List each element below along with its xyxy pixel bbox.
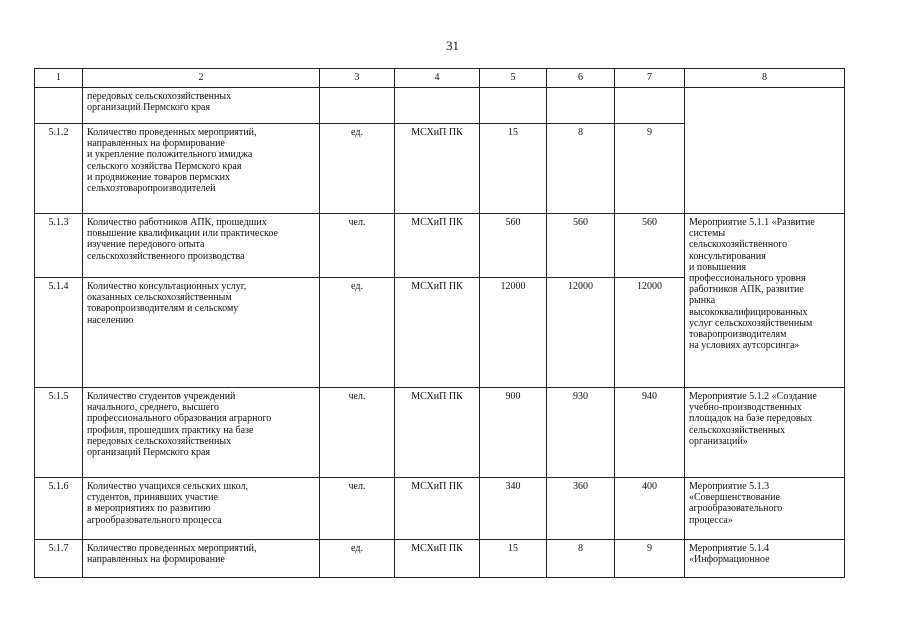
row-number: 5.1.4 bbox=[35, 278, 83, 388]
responsible-cell: МСХиП ПК bbox=[395, 540, 480, 578]
value-cell: 12000 bbox=[480, 278, 547, 388]
responsible-cell: МСХиП ПК bbox=[395, 214, 480, 278]
responsible-cell bbox=[395, 88, 480, 124]
value-cell: 15 bbox=[480, 124, 547, 214]
value-cell: 940 bbox=[615, 388, 685, 478]
value-cell: 8 bbox=[547, 124, 615, 214]
value-cell: 560 bbox=[615, 214, 685, 278]
column-header: 2 bbox=[83, 69, 320, 88]
table-row bbox=[35, 388, 845, 478]
value-cell bbox=[547, 88, 615, 124]
table-row bbox=[35, 478, 845, 540]
responsible-cell: МСХиП ПК bbox=[395, 478, 480, 540]
value-cell: 560 bbox=[480, 214, 547, 278]
column-header: 5 bbox=[480, 69, 547, 88]
indicator-name: Количество консультационных услуг, оказанных сельскохозяйственным товаропроизводителям и сельскому населению bbox=[83, 278, 320, 388]
table-row bbox=[35, 88, 845, 124]
value-cell: 400 bbox=[615, 478, 685, 540]
activity-cell: Мероприятие 5.1.1 «Развитие системы сельскохозяйственного консультирования и повышения профессионального уровня работников АПК, развитие рынка высококвалифицированных услуг сельскохозяйственным товаропроизводителям на условиях аутсорсинга» bbox=[685, 214, 845, 388]
value-cell bbox=[615, 88, 685, 124]
value-cell: 930 bbox=[547, 388, 615, 478]
activity-cell: Мероприятие 5.1.2 «Создание учебно-производственных площадок на базе передовых сельскохозяйственных организаций» bbox=[685, 388, 845, 478]
row-number bbox=[35, 88, 83, 124]
table-header-row bbox=[35, 69, 845, 88]
unit-cell: чел. bbox=[320, 214, 395, 278]
responsible-cell: МСХиП ПК bbox=[395, 124, 480, 214]
page-number: 31 bbox=[446, 38, 459, 53]
column-header: 3 bbox=[320, 69, 395, 88]
row-number: 5.1.5 bbox=[35, 388, 83, 478]
column-header: 6 bbox=[547, 69, 615, 88]
table-row bbox=[35, 540, 845, 578]
column-header: 1 bbox=[35, 69, 83, 88]
activity-cell bbox=[685, 88, 845, 214]
unit-cell: чел. bbox=[320, 388, 395, 478]
unit-cell: чел. bbox=[320, 478, 395, 540]
indicator-name: Количество студентов учреждений начального, среднего, высшего профессионального образования аграрного профиля, прошедших практику на базе передовых сельскохозяйственных организаций Пермского края bbox=[83, 388, 320, 478]
row-number: 5.1.6 bbox=[35, 478, 83, 540]
activity-cell: Мероприятие 5.1.3 «Совершенствование агрообразовательного процесса» bbox=[685, 478, 845, 540]
value-cell: 12000 bbox=[547, 278, 615, 388]
column-header: 7 bbox=[615, 69, 685, 88]
indicator-name: Количество учащихся сельских школ, студентов, принявших участие в мероприятиях по развитию агрообразовательного процесса bbox=[83, 478, 320, 540]
unit-cell: ед. bbox=[320, 540, 395, 578]
row-number: 5.1.7 bbox=[35, 540, 83, 578]
value-cell: 8 bbox=[547, 540, 615, 578]
row-number: 5.1.2 bbox=[35, 124, 83, 214]
responsible-cell: МСХиП ПК bbox=[395, 278, 480, 388]
value-cell: 900 bbox=[480, 388, 547, 478]
indicator-name: Количество работников АПК, прошедших повышение квалификации или практическое изучение передового опыта сельскохозяйственного производства bbox=[83, 214, 320, 278]
indicator-name: передовых сельскохозяйственных организаций Пермского края bbox=[83, 88, 320, 124]
unit-cell bbox=[320, 88, 395, 124]
table-row bbox=[35, 214, 845, 278]
column-header: 4 bbox=[395, 69, 480, 88]
indicator-name: Количество проведенных мероприятий, направленных на формирование bbox=[83, 540, 320, 578]
indicators-table bbox=[34, 68, 845, 578]
row-number: 5.1.3 bbox=[35, 214, 83, 278]
activity-cell: Мероприятие 5.1.4 «Информационное bbox=[685, 540, 845, 578]
indicator-name: Количество проведенных мероприятий, направленных на формирование и укрепление положительного имиджа сельского хозяйства Пермского края и продвижение товаров пермских сельхозтоваропроизводителей bbox=[83, 124, 320, 214]
value-cell: 360 bbox=[547, 478, 615, 540]
value-cell: 15 bbox=[480, 540, 547, 578]
value-cell: 9 bbox=[615, 124, 685, 214]
value-cell: 340 bbox=[480, 478, 547, 540]
column-header: 8 bbox=[685, 69, 845, 88]
value-cell bbox=[480, 88, 547, 124]
responsible-cell: МСХиП ПК bbox=[395, 388, 480, 478]
unit-cell: ед. bbox=[320, 124, 395, 214]
value-cell: 12000 bbox=[615, 278, 685, 388]
value-cell: 9 bbox=[615, 540, 685, 578]
value-cell: 560 bbox=[547, 214, 615, 278]
unit-cell: ед. bbox=[320, 278, 395, 388]
